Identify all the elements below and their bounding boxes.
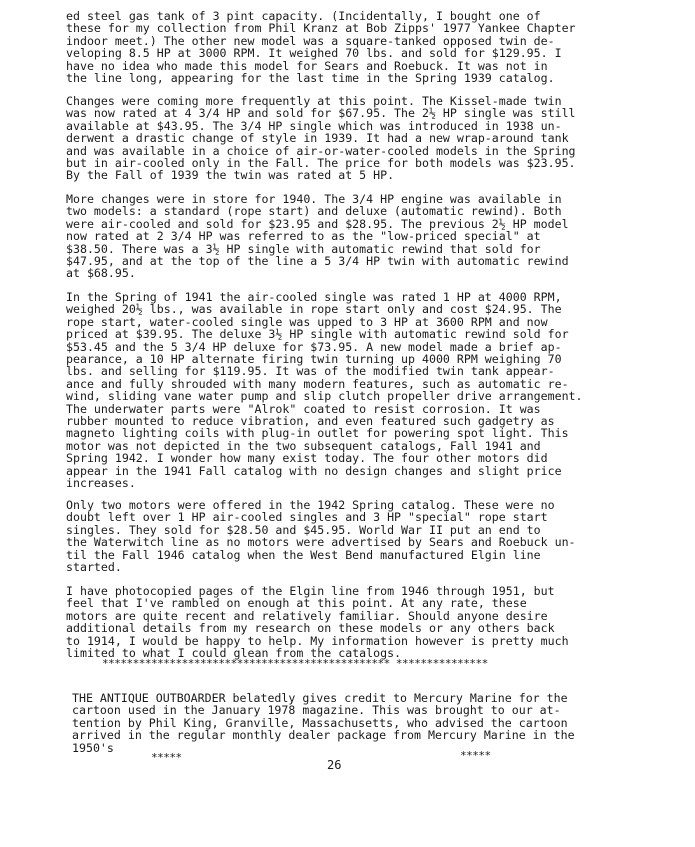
editor-note: THE ANTIQUE OUTBOARDER belatedly gives credit to Mercury Marine for the cartoon used in the January 1978 magazine. This was brought to our at- tention by Phil King, Granville, Massachusetts, who advised the cartoon arrived in the regular monthly dealer package from Mercury Marine in the 1950's	[72, 691, 575, 755]
paragraph-1: ed steel gas tank of 3 pint capacity. (Incidentally, I bought one of these for my collection from Phil Kranz at Bob Zipps' 1977 Yankee Chapter indoor meet.) The other new model was a square-tanked opposed twin de- veloping 8.5 HP at 3000 RPM. It weighed 70 lbs. and sold for $129.95. I have no idea who made this model for Sears and Roebuck. It was not in the line long, appearing for the last time in the Spring 1939 catalog.	[66, 9, 576, 86]
asterisk-separator: *********************************************** ***************	[102, 657, 488, 670]
page-number: 26	[327, 758, 342, 772]
stars-right: *****	[460, 749, 491, 762]
paragraph-3: More changes were in store for 1940. The 3/4 HP engine was available in two models: a standard (rope start) and deluxe (automatic rewind). Both were air-cooled and sold for $23.95 and $28.95. The previous 2½ HP model now rated at 2 3/4 HP was referred to as the "low-priced special" at $38.50. There was a 3½ HP single with automatic rewind that sold for $47.95, and at the top of the line a 5 3/4 HP twin with automatic rewind at $68.95.	[66, 192, 569, 281]
paragraph-5: Only two motors were offered in the 1942 Spring catalog. These were no doubt left over 1 HP air-cooled singles and 3 HP "special" rope start singles. They sold for $28.50 and $45.95. World War II put an end to the Waterwitch line as no motors were advertised by Sears and Roebuck un- til the Fall 1946 catalog when the West Bend manufactured Elgin line started.	[66, 498, 576, 575]
paragraph-4: In the Spring of 1941 the air-cooled single was rated 1 HP at 4000 RPM, weighed 20½ lbs., was available in rope start only and cost $24.95. The rope start, water-cooled single was upped to 3 HP at 3600 RPM and now priced at $39.95. The deluxe 3½ HP single with automatic rewind sold for $53.45 and the 5 3/4 HP deluxe for $73.95. A new model made a brief ap- pearance, a 10 HP alternate firing twin turning up 4000 RPM weighing 70 lbs. and selling for $119.95. It was of the modified twin tank appear- ance and fully shrouded with many modern features, such as automatic re- wind, sliding vane water pump and slip clutch propeller drive arrangement. The underwater parts were "Alrok" coated to resist corrosion. It was rubber mounted to reduce vibration, and even featured such gadgetry as magneto lighting coils with plug-in outlet for powering spot light. This motor was not depicted in the two subsequent catalogs, Fall 1941 and Spring 1942. I wonder how many exist today. The four other motors did appear in the 1941 Fall catalog with no design changes and slight price increases.	[66, 290, 583, 491]
paragraph-6: I have photocopied pages of the Elgin line from 1946 through 1951, but feel that I've rambled on enough at this point. At any rate, these motors are quite recent and relatively familiar. Should anyone desire additional details from my research on these models or any others back to 1914, I would be happy to help. My information however is pretty much limited to what I could glean from the catalogs.	[66, 584, 569, 661]
stars-left: *****	[151, 751, 182, 764]
paragraph-2: Changes were coming more frequently at this point. The Kissel-made twin was now rated at 4 3/4 HP and sold for $67.95. The 2½ HP single was still available at $43.95. The 3/4 HP single which was introduced in 1938 un- derwent a drastic change of style in 1939. It had a new wrap-around tank and was available in a choice of air-or-water-cooled models in the Spring but in air-cooled only in the Fall. The price for both models was $23.95. By the Fall of 1939 the twin was rated at 5 HP.	[66, 94, 576, 183]
